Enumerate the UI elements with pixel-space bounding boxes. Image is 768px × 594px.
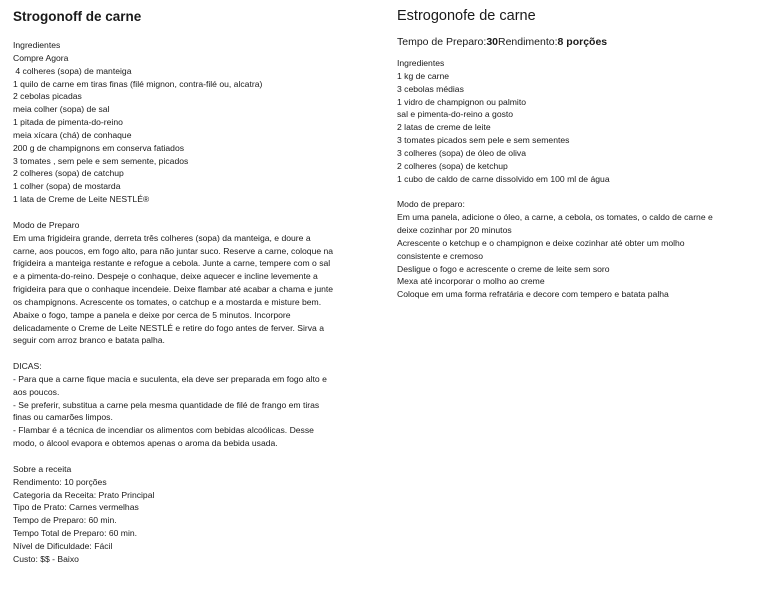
method-line: Em uma panela, adicione o óleo, a carne, a cebola, os tomates, o caldo de carne e xyxy=(397,212,713,223)
ingredient-item: meia xícara (chá) de conhaque xyxy=(13,129,132,140)
ingredient-item: 3 cebolas médias xyxy=(397,83,464,94)
method-line: Abaixe o fogo, tampe a panela e deixe por cerca de 5 minutos. Incorpore xyxy=(13,309,291,320)
ingredient-item: 3 colheres (sopa) de óleo de oliva xyxy=(397,147,526,158)
tip-line: aos poucos. xyxy=(13,386,60,397)
buy-now-text: Compre Agora xyxy=(13,52,69,63)
ingredient-item: sal e pimenta-do-reino a gosto xyxy=(397,109,514,120)
method-line: Coloque em uma forma refratária e decore com tempero e batata palha xyxy=(397,289,669,300)
ingredient-item: 2 cebolas picadas xyxy=(13,91,82,102)
method-line: carne, aos poucos, em fogo alto, para não juntar suco. Reserve a carne, coloque na xyxy=(13,245,334,256)
ingredient-item: 4 colheres (sopa) de manteiga xyxy=(13,65,132,76)
method-heading: Modo de preparo: xyxy=(397,199,465,210)
method-line: Mexa até incorporar o molho ao creme xyxy=(397,276,545,287)
ingredient-item: 1 vidro de champignon ou palmito xyxy=(397,96,526,107)
tip-line: finas ou camarões limpos. xyxy=(13,412,113,423)
ingredient-item: meia colher (sopa) de sal xyxy=(13,104,110,115)
yield-value: 8 porções xyxy=(557,36,608,48)
method-line: consistente e cremoso xyxy=(397,250,483,261)
method-line: frigideira para que o conhaque incendeie. Deixe flambar até acabar a chama e junte xyxy=(13,284,334,295)
ingredient-item: 2 colheres (sopa) de ketchup xyxy=(397,160,508,171)
method-line: e a pimenta-do-reino. Despeje o conhaque, deixe aquecer e incline levemente a xyxy=(13,271,318,282)
about-line: Tipo de Prato: Carnes vermelhas xyxy=(13,502,139,513)
right-recipe-body xyxy=(397,57,713,301)
right-recipe-title: Estrogonofe de carne xyxy=(397,8,536,24)
ingredient-item: 1 kg de carne xyxy=(397,70,450,81)
about-line: Tempo Total de Preparo: 60 min. xyxy=(13,528,138,539)
method-line: Desligue o fogo e acrescente o creme de leite sem soro xyxy=(397,263,610,274)
method-line: Em uma frigideira grande, derreta três colheres (sopa) da manteiga, e doure a xyxy=(13,232,311,243)
ingredients-heading: Ingredientes xyxy=(397,58,445,68)
method-line: seguir com arroz branco e batata palha. xyxy=(13,335,165,346)
ingredient-item: 1 cubo de caldo de carne dissolvido em 100 ml de água xyxy=(397,173,610,184)
left-recipe-body xyxy=(13,39,333,566)
tip-line: modo, o álcool evapora e obtemos apenas o aroma da bebida usada. xyxy=(13,438,278,449)
ingredients-heading: Ingredientes xyxy=(13,40,61,50)
prep-time-value: 30 xyxy=(486,36,498,48)
method-line: Acrescente o ketchup e o champignon e deixe cozinhar até obter um molho xyxy=(397,237,685,248)
ingredient-item: 1 quilo de carne em tiras finas (filé mignon, contra-filé ou, alcatra) xyxy=(13,78,263,89)
method-line: frigideira a manteiga restante e refogue a cebola. Junte a carne, tempere com o sal xyxy=(13,258,331,269)
method-line: deixe cozinhar por 20 minutos xyxy=(397,224,512,235)
prep-time-label: Tempo de Preparo: xyxy=(397,36,487,48)
ingredient-item: 1 pitada de pimenta-do-reino xyxy=(13,117,123,128)
about-line: Rendimento: 10 porções xyxy=(13,476,107,487)
about-line: Categoria da Receita: Prato Principal xyxy=(13,489,155,500)
about-line: Custo: $$ - Baixo xyxy=(13,553,79,564)
method-heading: Modo de Preparo xyxy=(13,219,80,230)
left-recipe-title: Strogonoff de carne xyxy=(13,9,142,24)
tip-line: - Para que a carne fique macia e suculenta, ela deve ser preparada em fogo alto e xyxy=(13,373,327,384)
ingredient-item: 3 tomates , sem pele e sem semente, picados xyxy=(13,155,189,166)
about-heading: Sobre a receita xyxy=(13,463,72,474)
ingredient-item: 200 g de champignons em conserva fatiados xyxy=(13,142,185,153)
tip-line: - Se preferir, substitua a carne pela mesma quantidade de filé de frango em tiras xyxy=(13,399,320,410)
ingredient-item: 3 tomates picados sem pele e sem sementes xyxy=(397,135,570,146)
method-line: os champignons. Acrescente os tomates, o catchup e a mostarda e misture bem. xyxy=(13,296,322,307)
tip-line: - Flambar é a técnica de incendiar os alimentos com bebidas alcoólicas. Desse xyxy=(13,425,314,436)
ingredient-item: 2 latas de creme de leite xyxy=(397,122,491,133)
yield-label: Rendimento: xyxy=(498,36,558,48)
method-line: delicadamente o Creme de Leite NESTLÉ e retire do fogo antes de ferver. Sirva a xyxy=(13,322,324,333)
about-line: Nível de Dificuldade: Fácil xyxy=(13,540,113,551)
about-line: Tempo de Preparo: 60 min. xyxy=(13,515,117,526)
ingredient-item: 1 colher (sopa) de mostarda xyxy=(13,181,121,192)
prep-info xyxy=(397,36,607,48)
ingredient-item: 2 colheres (sopa) de catchup xyxy=(13,168,124,179)
tips-heading: DICAS: xyxy=(13,361,42,372)
ingredient-item: 1 lata de Creme de Leite NESTLÉ® xyxy=(13,194,150,205)
